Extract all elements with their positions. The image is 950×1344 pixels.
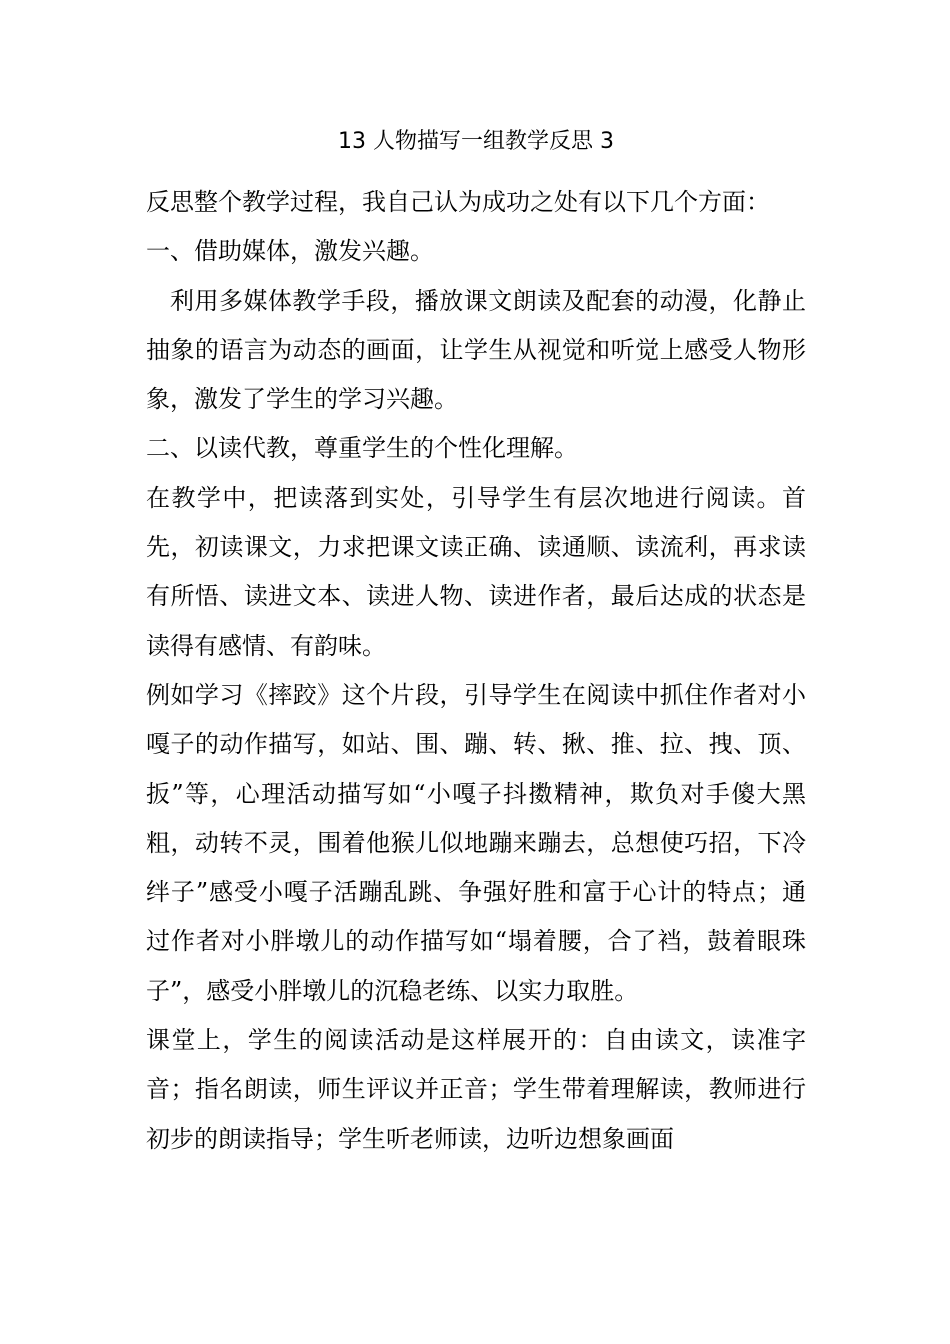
paragraph-example: 例如学习《摔跤》这个片段，引导学生在阅读中抓住作者对小嘎子的动作描写，如站、围、蹦、转、揪、推、拉、拽、顶、扳”等，心理活动描写如“小嘎子抖擞精神，欺负对手傻大黑粗，动转不灵，围着他猴儿似地蹦来蹦去，总想使巧招，下冷绊子”感受小嘎子活蹦乱跳、争强好胜和富于心计的特点；通过作者对小胖墩儿的动作描写如“塌着腰，合了裆，鼓着眼珠子”，感受小胖墩儿的沉稳老练、以实力取胜。 <box>146 680 806 1005</box>
document-body <box>146 128 806 1164</box>
paragraph-reading: 在教学中，把读落到实处，引导学生有层次地进行阅读。首先，初读课文，力求把课文读正确、读通顺、读流利，再求读有所悟、读进文本、读进人物、读进作者，最后达成的状态是读得有感情、有韵味。 <box>146 483 806 660</box>
paragraph-intro: 反思整个教学过程，我自己认为成功之处有以下几个方面： <box>146 188 770 216</box>
paragraph-media: 利用多媒体教学手段，播放课文朗读及配套的动漫，化静止抽象的语言为动态的画面，让学生从视觉和听觉上感受人物形象，激发了学生的学习兴趣。 <box>146 286 806 414</box>
heading-one: 一、借助媒体，激发兴趣。 <box>146 237 434 266</box>
paragraph-classroom: 课堂上，学生的阅读活动是这样展开的：自由读文，读准字音；指名朗读，师生评议并正音；学生带着理解读，教师进行初步的朗读指导；学生听老师读，边听边想象画面 <box>146 1026 806 1153</box>
heading-two: 二、以读代教，尊重学生的个性化理解。 <box>146 434 578 463</box>
document-title: 13 人物描写一组教学反思 3 <box>338 129 614 154</box>
